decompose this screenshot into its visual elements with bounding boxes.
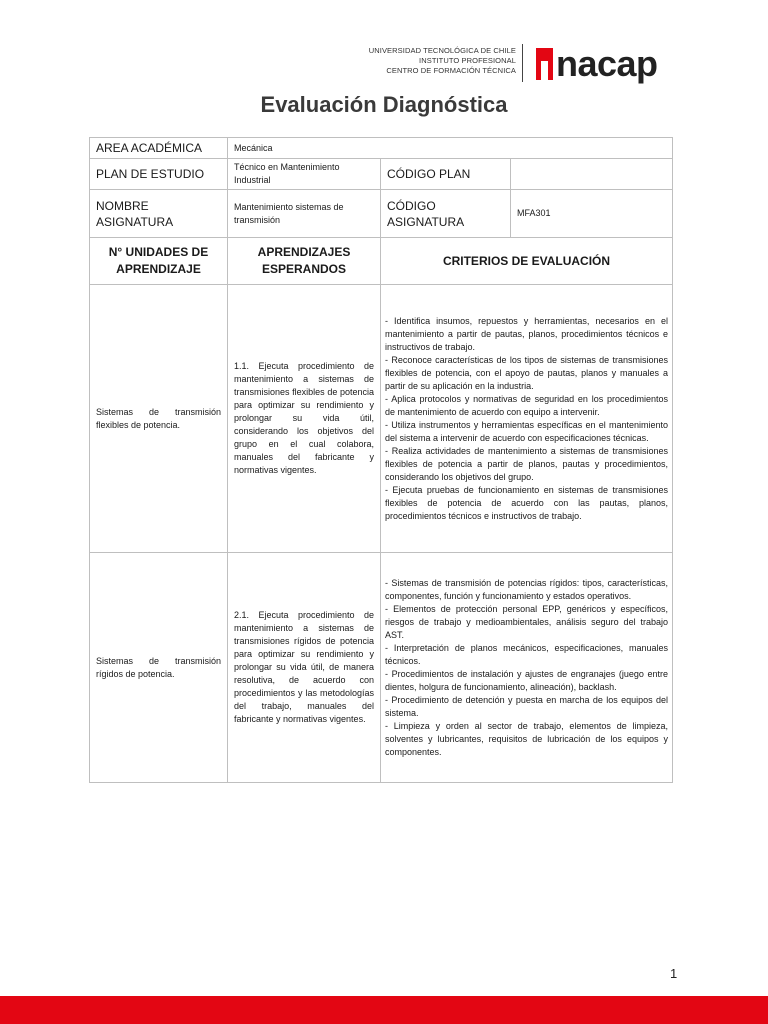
criterio-item: - Identifica insumos, repuestos y herramientas, necesarios en el mantenimiento a partir de pautas, planos, procedimientos técnicos e instructivos de trabajo. bbox=[385, 315, 669, 352]
criterios-cell bbox=[381, 285, 673, 553]
header-aprendizajes: APRENDIZAJES ESPERANDOS bbox=[228, 238, 381, 285]
criterio-item: - Elementos de protección personal EPP, genéricos y específicos, riesgos de trabajo y medioambientales, análisis seguro del trabajo AST. bbox=[385, 603, 669, 640]
unidad-cell: Sistemas de transmisión flexibles de potencia. bbox=[90, 285, 228, 553]
header-criterios: CRITERIOS DE EVALUACIÓN bbox=[381, 238, 673, 285]
plan-value: Técnico en Mantenimiento Industrial bbox=[228, 159, 381, 190]
plan-label: PLAN DE ESTUDIO bbox=[90, 159, 228, 190]
asignatura-value: Mantenimiento sistemas de transmisión bbox=[228, 190, 381, 238]
logo-mark-icon bbox=[536, 48, 553, 80]
table-row bbox=[90, 553, 673, 783]
criterio-item: - Realiza actividades de mantenimiento a sistemas de transmisiones flexibles de potencia a partir de planos, pautas y procedimientos, considerando los objetivos del grupo. bbox=[385, 445, 669, 482]
area-value: Mecánica bbox=[228, 138, 673, 159]
aprendizaje-cell: 2.1. Ejecuta procedimiento de mantenimiento a sistemas de transmisiones rígidos de potencia para optimizar su rendimiento y prolongar su vida útil, de manera resolutiva, de acuerdo con procedimientos y las metodologías del trabajo, manuales del fabricante y normativas vigentes. bbox=[228, 553, 381, 783]
page-header bbox=[0, 44, 768, 94]
criterios-cell bbox=[381, 553, 673, 783]
criterio-item: - Reconoce características de los tipos de sistemas de transmisiones flexibles de potencia, con el apoyo de pautas, planos y manuales a partir de su aplicación en la industria. bbox=[385, 354, 669, 391]
document-title: Evaluación Diagnóstica bbox=[260, 92, 508, 117]
table-row bbox=[90, 285, 673, 553]
criterio-item: - Limpieza y orden al sector de trabajo, elementos de limpieza, solventes y lubricantes, requisitos de lubricación de los equipos y componentes. bbox=[385, 720, 669, 757]
criterio-item: - Interpretación de planos mecánicos, especificaciones, manuales técnicos. bbox=[385, 642, 669, 666]
codigo-asignatura-label: CÓDIGO ASIGNATURA bbox=[381, 190, 511, 238]
row-asignatura bbox=[90, 190, 673, 238]
logo-text: nacap bbox=[556, 43, 658, 84]
header-unidades: N° UNIDADES DE APRENDIZAJE bbox=[90, 238, 228, 285]
asignatura-label: NOMBRE ASIGNATURA bbox=[90, 190, 228, 238]
institution-lines bbox=[369, 46, 516, 76]
codigo-plan-label: CÓDIGO PLAN bbox=[381, 159, 511, 190]
aprendizaje-cell: 1.1. Ejecuta procedimiento de mantenimiento a sistemas de transmisiones flexibles de potencia para optimizar su rendimiento y prolongar su vida útil, considerando los objetivos del grupo en el cual colabora, manuales del fabricante y normativas vigentes. bbox=[228, 285, 381, 553]
logo-separator bbox=[522, 44, 523, 82]
row-plan bbox=[90, 159, 673, 190]
criterio-item: - Procedimiento de detención y puesta en marcha de los equipos del sistema. bbox=[385, 694, 669, 718]
institution-line-1: UNIVERSIDAD TECNOLÓGICA DE CHILE bbox=[368, 46, 516, 55]
row-area bbox=[90, 138, 673, 159]
criterio-item: - Aplica protocolos y normativas de seguridad en los procedimientos de mantenimiento de acuerdo con equipo a intervenir. bbox=[385, 393, 669, 417]
criterio-item: - Ejecuta pruebas de funcionamiento en sistemas de transmisiones flexibles de potencia de acuerdo con las pautas, planos, procedimientos técnicos e instructivos de trabajo. bbox=[385, 484, 669, 521]
criterio-item: - Procedimientos de instalación y ajustes de engranajes (juego entre dientes, holgura de funcionamiento, alineación), backlash. bbox=[385, 668, 669, 692]
institution-line-3: CENTRO DE FORMACIÓN TÉCNICA bbox=[386, 66, 516, 75]
footer-bar bbox=[0, 996, 768, 1024]
column-header-row bbox=[90, 238, 673, 285]
criterio-item: - Utiliza instrumentos y herramientas específicas en el mantenimiento del sistema a intervenir de acuerdo con especificaciones técnicas. bbox=[385, 419, 669, 443]
criterio-item: - Sistemas de transmisión de potencias rígidos: tipos, características, componentes, función y funcionamiento y estados operativos. bbox=[385, 577, 669, 601]
unidad-cell: Sistemas de transmisión rígidos de potencia. bbox=[90, 553, 228, 783]
codigo-asignatura-value: MFA301 bbox=[511, 190, 673, 238]
institution-line-2: INSTITUTO PROFESIONAL bbox=[419, 56, 516, 65]
inacap-logo bbox=[536, 43, 658, 86]
codigo-plan-value bbox=[511, 159, 673, 190]
page-number: 1 bbox=[670, 966, 678, 981]
area-label: AREA ACADÉMICA bbox=[90, 138, 228, 159]
evaluation-table bbox=[89, 137, 673, 783]
